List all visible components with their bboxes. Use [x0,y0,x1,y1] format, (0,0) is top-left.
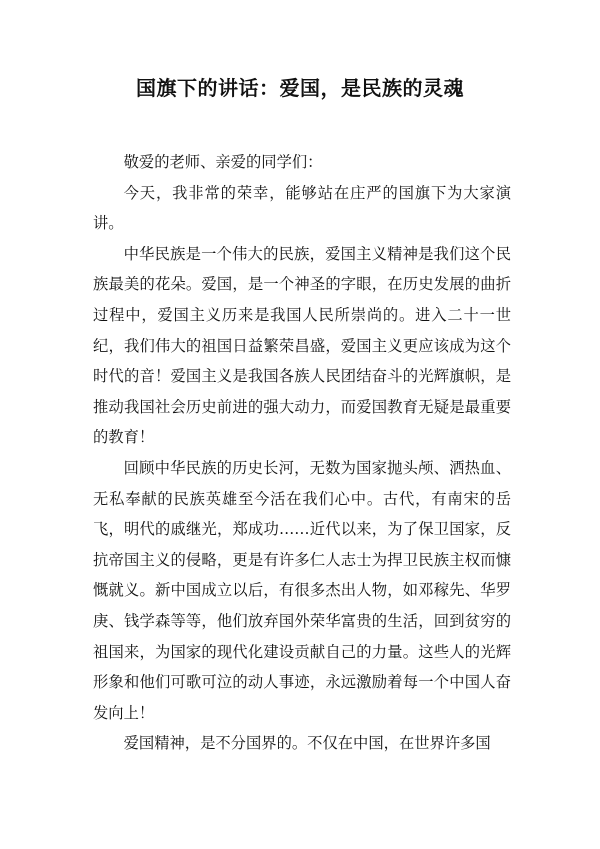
paragraph-3: 回顾中华民族的历史长河，无数为国家抛头颅、洒热血、无私奉献的民族英雄至今活在我们心中。古代，有南宋的岳飞，明代的戚继光，郑成功……近代以来，为了保卫国家，反抗帝国主义的侵略，更是有许多仁人志士为捍卫民族主权而慷慨就义。新中国成立以后，有很多杰出人物，如邓稼先、华罗庚、钱学森等等，他们放弃国外荣华富贵的生活，回到贫穷的祖国来，为国家的现代化建设贡献自己的力量。这些人的光辉形象和他们可歌可泣的动人事迹，永远激励着每一个中国人奋发向上！ [93,458,511,722]
paragraph-1: 今天，我非常的荣幸，能够站在庄严的国旗下为大家演讲。 [93,183,511,233]
paragraph-4: 爱国精神，是不分国界的。不仅在中国，在世界许多国 [123,734,491,753]
document-body [93,147,511,759]
paragraph-2: 中华民族是一个伟大的民族，爱国主义精神是我们这个民族最美的花朵。爱国，是一个神圣的字眼，在历史发展的曲折过程中，爱国主义历来是我国人民所崇尚的。进入二十一世纪，我们伟大的祖国日益繁荣昌盛，爱国主义更应该成为这个时代的音！爱国主义是我国各族人民团结奋斗的光辉旗帜，是推动我国社会历史前进的强大动力，而爱国教育无疑是最重要的教育！ [93,244,511,447]
document-title: 国旗下的讲话：爱国，是民族的灵魂 [136,76,464,100]
salutation: 敬爱的老师、亲爱的同学们： [123,153,323,171]
